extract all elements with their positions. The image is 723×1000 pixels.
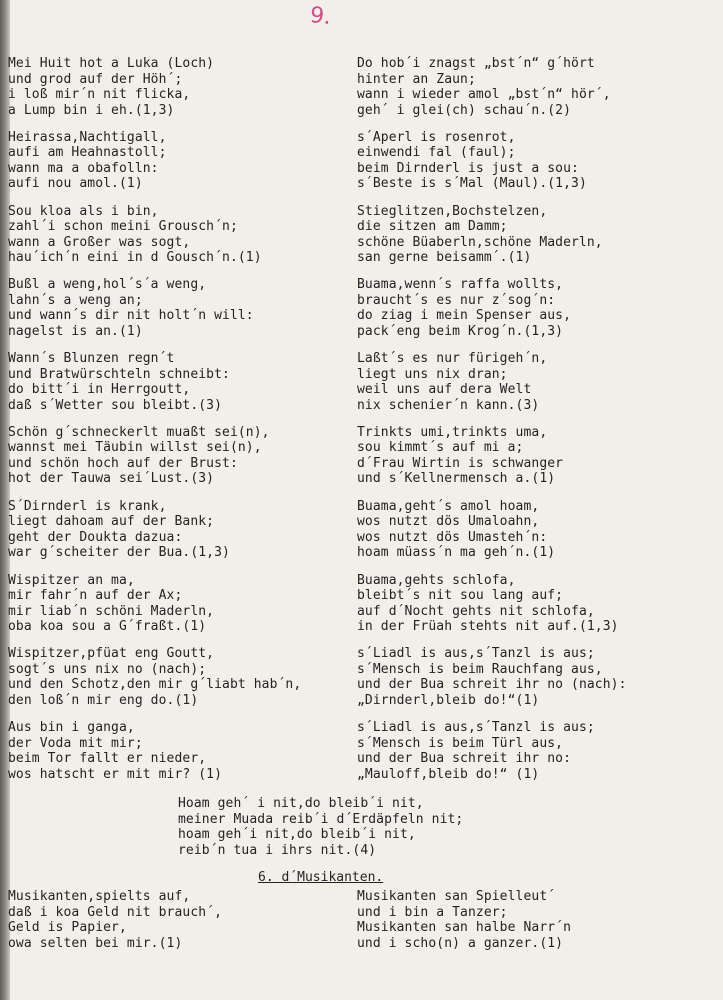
verse-line: daß i koa Geld nit brauch´, bbox=[8, 904, 223, 920]
verse-line: Wispitzer an ma, bbox=[8, 572, 135, 588]
verse-line: den loß´n mir eng do.(1) bbox=[8, 692, 199, 708]
verse-line: hau´ich´n eini in d Gousch´n.(1) bbox=[8, 250, 262, 266]
verse-line: wann a Großer was sogt, bbox=[8, 234, 191, 250]
stanza bbox=[357, 130, 687, 204]
center-stanza bbox=[178, 796, 528, 858]
verse-line: Musikanten san halbe Narr´n bbox=[357, 920, 572, 935]
verse-line: „Mauloff,bleib do!“ (1) bbox=[357, 766, 540, 782]
verse-line: Musikanten,spielts auf, bbox=[8, 889, 191, 904]
verse-line: zahl´i schon meini Grousch´n; bbox=[8, 219, 238, 235]
stanza bbox=[8, 720, 338, 794]
verse-line: Buama,gehts schlofa, bbox=[357, 572, 516, 588]
verse-line: Mei Huit hot a Luka (Loch) bbox=[8, 56, 215, 71]
verse-line: meiner Muada reib´i d´Erdäpfeln nit; bbox=[178, 811, 464, 827]
verse-line: und den Schotz,den mir g´liabt hab´n, bbox=[8, 677, 302, 693]
stanza bbox=[8, 130, 338, 204]
right-column bbox=[357, 56, 687, 794]
verse-line: liegt dahoam auf der Bank; bbox=[8, 514, 215, 530]
verse-line: s´Liadl is aus,s´Tanzl is aus; bbox=[357, 720, 595, 736]
verse-line: in der Früah stehts nit auf.(1,3) bbox=[357, 619, 619, 635]
verse-line: wann i wieder amol „bst´n“ hör´, bbox=[357, 87, 611, 102]
verse-line: schöne Büaberln,schöne Maderln, bbox=[357, 234, 603, 250]
stanza bbox=[357, 56, 687, 130]
stanza bbox=[357, 425, 687, 499]
verse-line: Sou kloa als i bin, bbox=[8, 203, 159, 219]
verse-line: oba koa sou a G´fraßt.(1) bbox=[8, 619, 207, 635]
verse-line: hinter an Zaun; bbox=[357, 71, 476, 87]
verse-line: Wann´s Blunzen regn´t bbox=[8, 351, 175, 367]
verse-line: Heirassa,Nachtigall, bbox=[8, 129, 167, 145]
verse-line: lahn´s a weng an; bbox=[8, 292, 143, 308]
verse-line: sogt´s uns nix no (nach); bbox=[8, 661, 207, 677]
stanza bbox=[8, 646, 338, 720]
verse-line: „Dirnderl,bleib do!“(1) bbox=[357, 692, 540, 708]
verse-line: Stieglitzen,Bochstelzen, bbox=[357, 203, 548, 219]
verse-line: Musikanten san Spielleut´ bbox=[357, 889, 556, 904]
stanza bbox=[8, 499, 338, 573]
verse-line: s´Mensch is beim Rauchfang aus, bbox=[357, 661, 603, 677]
verse-line: do ziag i mein Spenser aus, bbox=[357, 308, 572, 324]
stanza bbox=[357, 277, 687, 351]
verse-line: do bitt´i in Herrgoutt, bbox=[8, 382, 191, 398]
verse-line: und s´Kellnermensch a.(1) bbox=[357, 471, 556, 487]
stanza bbox=[357, 720, 687, 794]
verse-line: i loß mir´n nit flicka, bbox=[8, 87, 191, 102]
verse-line: auf d´Nocht gehts nit schlofa, bbox=[357, 603, 595, 619]
verse-line: nagelst is an.(1) bbox=[8, 323, 143, 339]
verse-line: Hoam geh´ i nit,do bleib´i nit, bbox=[178, 796, 424, 811]
bottom-right-stanza bbox=[357, 889, 687, 951]
verse-line: und Bratwürschteln schneibt: bbox=[8, 366, 230, 382]
verse-line: aufi am Heahnastoll; bbox=[8, 145, 167, 161]
stanza bbox=[8, 351, 338, 425]
verse-line: liegt uns nix dran; bbox=[357, 366, 508, 382]
verse-line: und der Bua schreit ihr no: bbox=[357, 751, 572, 767]
verse-line: nix schenier´n kann.(3) bbox=[357, 397, 540, 413]
verse-line: s´Aperl is rosenrot, bbox=[357, 129, 516, 145]
verse-line: mir liab´n schöni Maderln, bbox=[8, 603, 215, 619]
verse-line: einwendi fal (faul); bbox=[357, 145, 516, 161]
verse-line: hot der Tauwa sei´Lust.(3) bbox=[8, 471, 215, 487]
verse-line: die sitzen am Damm; bbox=[357, 219, 508, 235]
verse-line: aufi nou amol.(1) bbox=[8, 176, 143, 192]
page-number: 9. bbox=[308, 2, 333, 31]
verse-line: geht der Doukta dazua: bbox=[8, 529, 183, 545]
verse-line: weil uns auf dera Welt bbox=[357, 382, 532, 398]
stanza bbox=[8, 277, 338, 351]
verse-line: Buama,geht´s amol hoam, bbox=[357, 498, 540, 514]
verse-line: owa selten bei mir.(1) bbox=[8, 935, 183, 951]
stanza bbox=[357, 646, 687, 720]
verse-line: der Voda mit mir; bbox=[8, 735, 143, 751]
verse-line: bleibt´s nit sou lang auf; bbox=[357, 588, 564, 604]
verse-line: S´Dirnderl is krank, bbox=[8, 498, 167, 514]
verse-line: beim Dirnderl is just a sou: bbox=[357, 160, 579, 176]
verse-line: braucht´s es nur z´sog´n: bbox=[357, 292, 556, 308]
verse-line: und grod auf der Höh´; bbox=[8, 71, 183, 87]
stanza bbox=[357, 351, 687, 425]
verse-line: war g´scheiter der Bua.(1,3) bbox=[8, 545, 230, 561]
section-title: 6. d´Musikanten. bbox=[258, 870, 384, 885]
stanza bbox=[357, 573, 687, 647]
verse-line: Geld is Papier, bbox=[8, 920, 127, 935]
verse-line: s´Liadl is aus,s´Tanzl is aus; bbox=[357, 646, 595, 662]
verse-line: Schön g´schneckerlt muaßt sei(n), bbox=[8, 424, 270, 440]
verse-line: und wann´s dir nit holt´n will: bbox=[8, 308, 254, 324]
verse-line: daß s´Wetter sou bleibt.(3) bbox=[8, 397, 223, 413]
verse-line: Do hob´i znagst „bst´n“ g´hört bbox=[357, 56, 595, 71]
verse-line: beim Tor fallt er nieder, bbox=[8, 751, 207, 767]
verse-line: und schön hoch auf der Brust: bbox=[8, 455, 238, 471]
verse-line: s´Mensch is beim Türl aus, bbox=[357, 735, 564, 751]
verse-line: san gerne beisamm´.(1) bbox=[357, 250, 532, 266]
verse-line: wos nutzt dös Umaloahn, bbox=[357, 514, 540, 530]
verse-line: wannst mei Täubin willst sei(n), bbox=[8, 440, 262, 456]
verse-line: und i bin a Tanzer; bbox=[357, 904, 508, 920]
verse-line: Wispitzer,pfüat eng Goutt, bbox=[8, 646, 215, 662]
verse-line: d´Frau Wirtin is schwanger bbox=[357, 455, 564, 471]
stanza bbox=[8, 204, 338, 278]
stanza bbox=[8, 56, 338, 130]
left-column bbox=[8, 56, 338, 794]
verse-line: reib´n tua i ihrs nit.(4) bbox=[178, 842, 377, 858]
verse-line: geh´ i glei(ch) schau´n.(2) bbox=[357, 102, 572, 118]
stanza bbox=[357, 204, 687, 278]
verse-line: und i scho(n) a ganzer.(1) bbox=[357, 935, 564, 951]
verse-line: und der Bua schreit ihr no (nach): bbox=[357, 677, 627, 693]
verse-line: s´Beste is s´Mal (Maul).(1,3) bbox=[357, 176, 587, 192]
stanza bbox=[8, 573, 338, 647]
verse-line: sou kimmt´s auf mi a; bbox=[357, 440, 524, 456]
verse-line: a Lump bin i eh.(1,3) bbox=[8, 102, 175, 118]
verse-line: Laßt´s es nur fürigeh´n, bbox=[357, 351, 548, 367]
verse-line: wos nutzt dös Umasteh´n: bbox=[357, 529, 548, 545]
verse-line: Buama,wenn´s raffa wollts, bbox=[357, 277, 564, 293]
verse-line: mir fahr´n auf der Ax; bbox=[8, 588, 183, 604]
verse-line: wos hatscht er mit mir? (1) bbox=[8, 766, 223, 782]
stanza bbox=[357, 499, 687, 573]
verse-line: hoam müass´n ma geh´n.(1) bbox=[357, 545, 556, 561]
verse-line: hoam geh´i nit,do bleib´i nit, bbox=[178, 827, 416, 842]
stanza bbox=[8, 425, 338, 499]
verse-line: pack´eng beim Krog´n.(1,3) bbox=[357, 323, 564, 339]
verse-line: Aus bin i ganga, bbox=[8, 720, 135, 736]
verse-line: Trinkts umi,trinkts uma, bbox=[357, 424, 548, 440]
verse-line: wann ma a obafolln: bbox=[8, 160, 159, 176]
bottom-left-stanza bbox=[8, 889, 338, 951]
verse-line: Bußl a weng,hol´s´a weng, bbox=[8, 277, 207, 293]
